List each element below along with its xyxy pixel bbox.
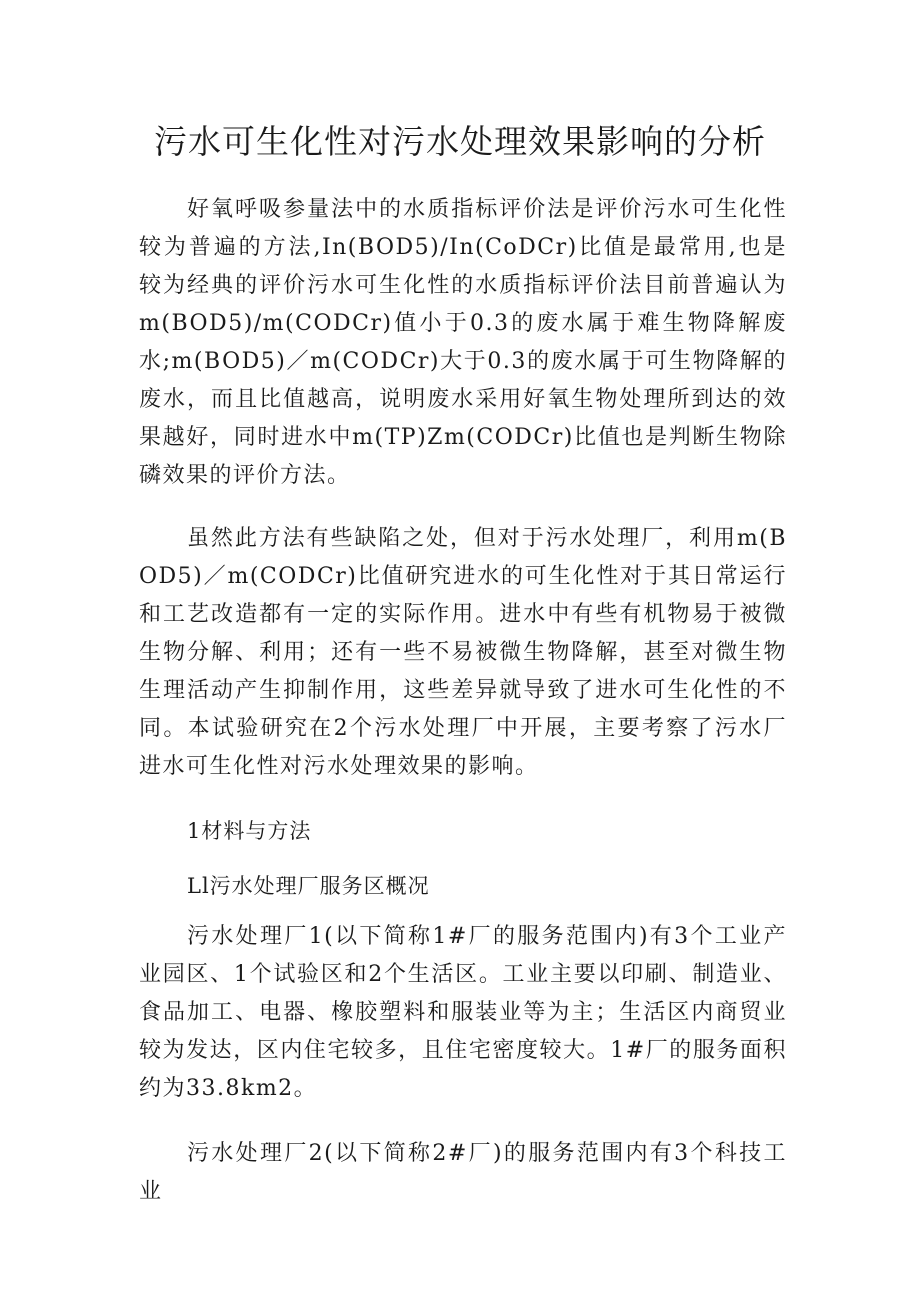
document-title: 污水可生化性对污水处理效果影响的分析: [154, 122, 766, 161]
section-heading-1-1: Ll污水处理厂服务区概况: [187, 874, 430, 898]
section-heading-1: 1材料与方法: [187, 819, 312, 843]
paragraph-4: 污水处理厂2(以下简称2#厂)的服务范围内有3个科技工业: [139, 1141, 787, 1204]
paragraph-3: 污水处理厂1(以下简称1#厂的服务范围内)有3个工业产业园区、1个试验区和2个生活区。工业主要以印刷、制造业、食品加工、电器、橡胶塑料和服装业等为主；生活区内商贸业较为发达，区内住宅较多，且住宅密度较大。1#厂的服务面积约为33.8km2。: [139, 924, 787, 1101]
paragraph-1: 好氧呼吸参量法中的水质指标评价法是评价污水可生化性较为普遍的方法,In(BOD5)/In(CoDCr)比值是最常用,也是较为经典的评价污水可生化性的水质指标评价法目前普遍认为m(BOD5)/m(CODCr)值小于0.3的废水属于难生物降解废水;m(BOD5)／m(CODCr)大于0.3的废水属于可生物降解的废水，而且比值越高，说明废水采用好氧生物处理所到达的效果越好，同时进水中m(TP)Zm(CODCr)比值也是判断生物除磷效果的评价方法。: [139, 197, 787, 488]
paragraph-2: 虽然此方法有些缺陷之处，但对于污水处理厂，利用m(BOD5)／m(CODCr)比值研究进水的可生化性对于其日常运行和工艺改造都有一定的实际作用。进水中有些有机物易于被微生物分解、利用；还有一些不易被微生物降解，甚至对微生物生理活动产生抑制作用，这些差异就导致了进水可生化性的不同。本试验研究在2个污水处理厂中开展，主要考察了污水厂进水可生化性对污水处理效果的影响。: [139, 526, 787, 779]
document-page: [139, 0, 787, 1301]
